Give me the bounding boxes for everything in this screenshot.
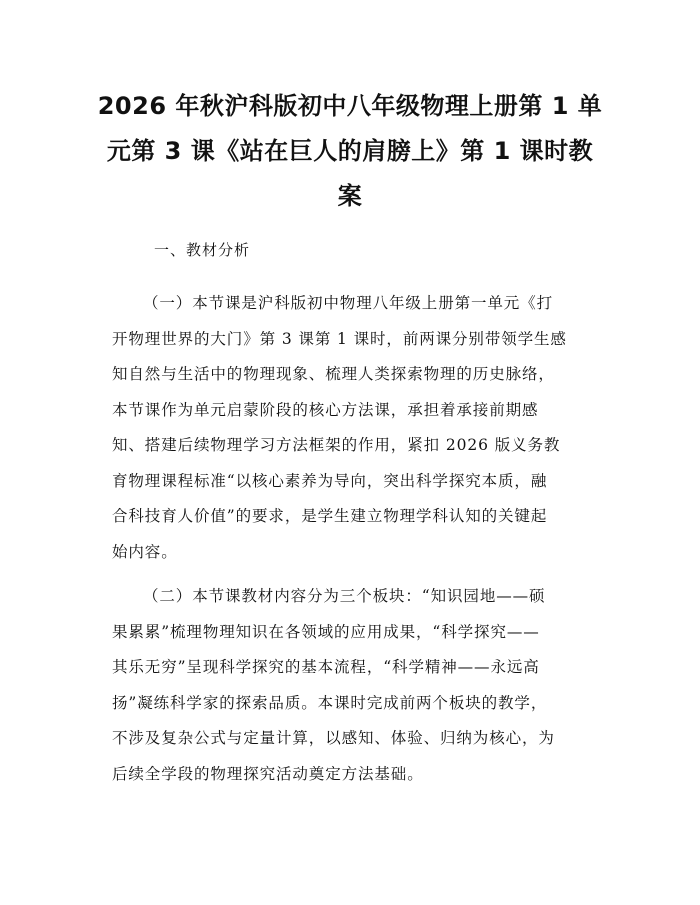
paragraph-line: 其乐无穷”呈现科学探究的基本流程，“科学精神——永远高 [112, 658, 540, 676]
paragraph-line: 知、搭建后续物理学习方法框架的作用，紧扣 2026 版义务教 [112, 436, 561, 454]
paragraph-line: （二）本节课教材内容分为三个板块：“知识园地——硕 [143, 587, 546, 605]
title-line: 2026 年秋沪科版初中八年级物理上册第 1 单 [97, 92, 603, 120]
paragraph-line: 扬”凝练科学家的探索品质。本课时完成前两个板块的教学， [112, 693, 548, 712]
paragraph-1 [112, 286, 612, 570]
paragraph-line: （一）本节课是沪科版初中物理八年级上册第一单元《打 [143, 294, 554, 312]
paragraph-line: 后续全学段的物理探究活动奠定方法基础。 [112, 764, 424, 783]
paragraph-line: 本节课作为单元启蒙阶段的核心方法课，承担着承接前期感 [112, 400, 539, 419]
paragraph-line: 开物理世界的大门》第 3 课第 1 课时，前两课分别带领学生感 [112, 329, 567, 348]
paragraph-line: 不涉及复杂公式与定量计算，以感知、体验、归纳为核心，为 [112, 729, 555, 747]
title-line: 案 [337, 182, 363, 210]
paragraph-line: 始内容。 [112, 542, 178, 561]
section-heading: 一、教材分析 [154, 241, 251, 259]
paragraph-line: 果累累”梳理物理知识在各领域的应用成果，“科学探究—— [112, 622, 540, 641]
title-line: 元第 3 课《站在巨人的肩膀上》第 1 课时教 [106, 137, 594, 165]
paragraph-2 [112, 579, 612, 792]
paragraph-line: 知自然与生活中的物理现象、梳理人类探索物理的历史脉络， [112, 365, 555, 383]
document-title [88, 84, 612, 219]
paragraph-line: 育物理课程标准“以核心素养为导向，突出科学探究本质，融 [112, 471, 548, 490]
paragraph-line: 合科技育人价值”的要求，是学生建立物理学科认知的关键起 [112, 507, 548, 525]
